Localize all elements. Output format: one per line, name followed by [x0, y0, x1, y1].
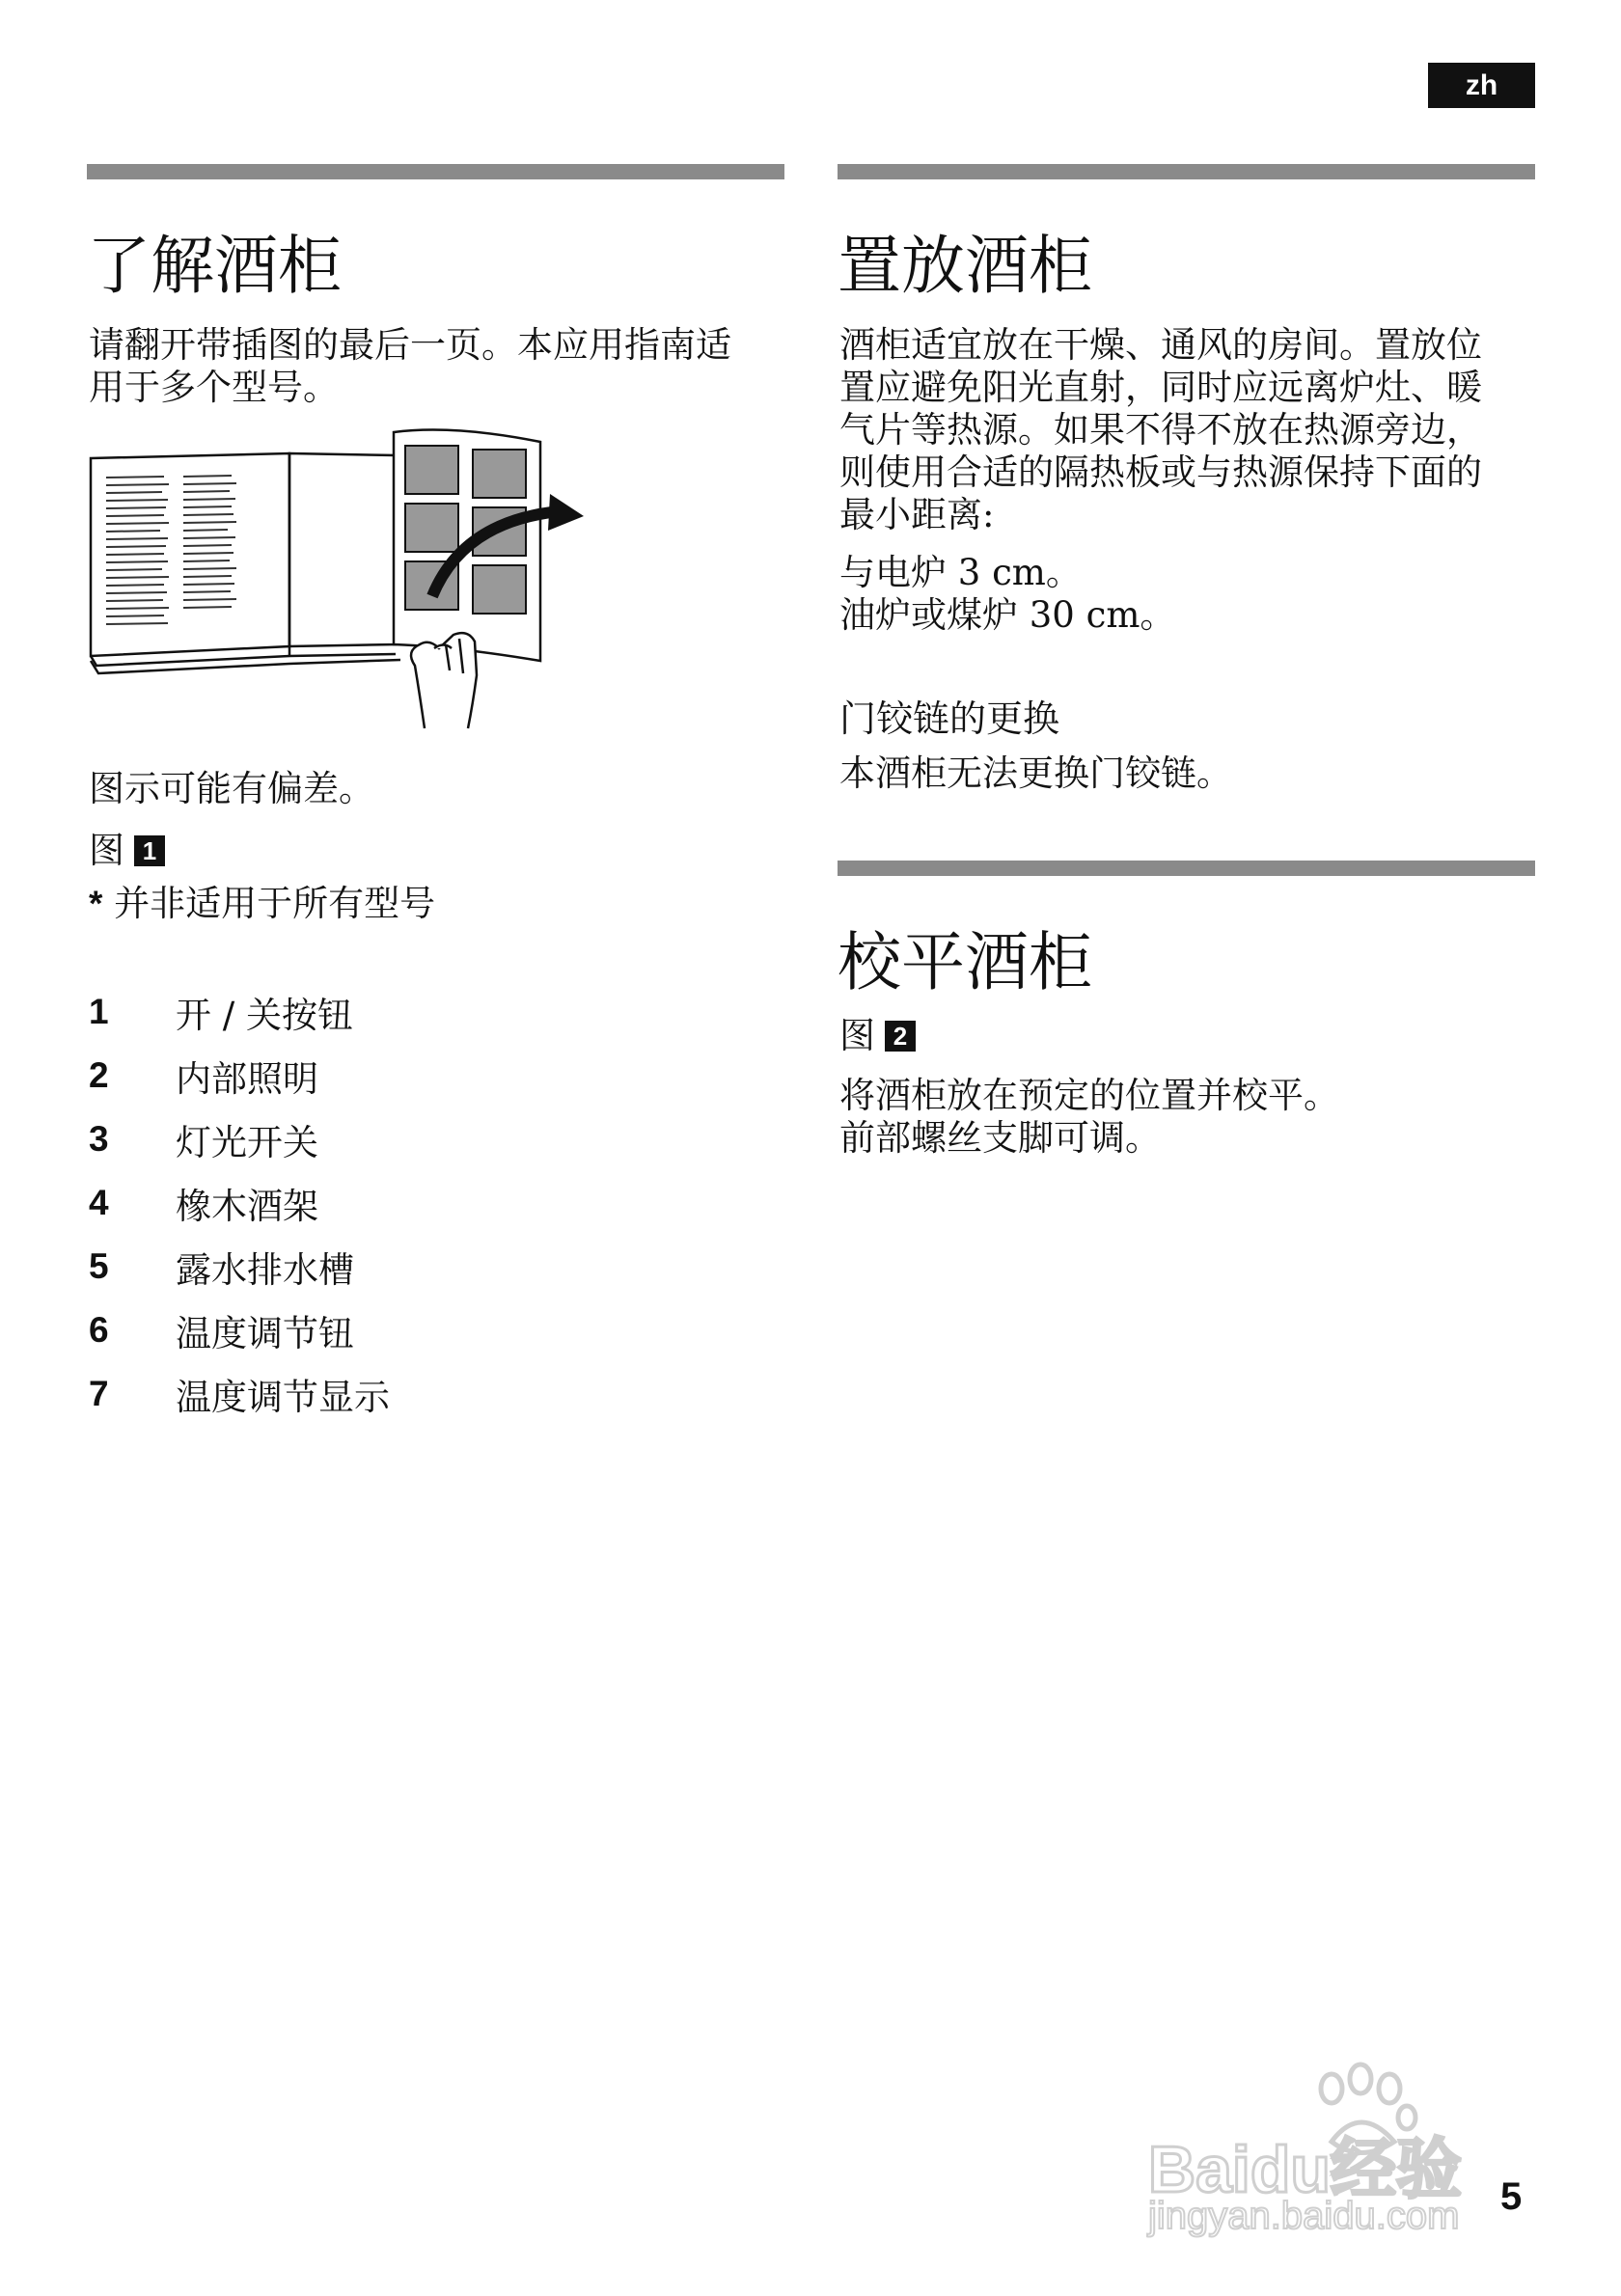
- section-title-about: 了解酒柜: [87, 229, 342, 303]
- model-note: [89, 883, 435, 925]
- hinge-subheading: 门铰链的更换: [839, 697, 1060, 740]
- paragraph-line: 置应避免阳光直射，同时应远离炉灶、暖: [839, 367, 1482, 408]
- figure-number-badge: 2: [885, 1021, 916, 1052]
- figure-reference-2: [839, 1015, 916, 1057]
- intro-paragraph: [89, 324, 731, 409]
- figure-reference-1: [89, 830, 165, 872]
- asterisk-icon: *: [89, 884, 103, 923]
- model-note-text: 并非适用于所有型号: [114, 883, 436, 924]
- paragraph-line: 前部螺丝支脚可调。: [839, 1117, 1161, 1159]
- section-divider-placing: [838, 164, 1535, 179]
- list-item: 4 橡木酒架: [89, 1183, 318, 1227]
- paragraph-line: 气片等热源。如果不得不放在热源旁边，: [839, 409, 1482, 451]
- figure-label: 图: [89, 830, 124, 871]
- list-item: 2 内部照明: [89, 1055, 318, 1100]
- distance-list: [839, 552, 1175, 637]
- open-book-icon: [91, 453, 400, 673]
- figure-label: 图: [839, 1015, 875, 1056]
- hinge-paragraph: 本酒柜无法更换门铰链。: [839, 752, 1232, 794]
- paragraph-line: 最小距离:: [839, 494, 995, 535]
- paragraph-line: 酒柜适宜放在干燥、通风的房间。置放位: [839, 324, 1482, 366]
- section-divider-leveling: [838, 861, 1535, 876]
- intro-line: 请翻开带插图的最后一页。本应用指南适: [89, 324, 731, 366]
- manual-illustration: [87, 424, 589, 733]
- list-item: 1 开 / 关按钮: [89, 992, 353, 1036]
- list-item: 7 温度调节显示: [89, 1374, 390, 1418]
- list-item: 3 灯光开关: [89, 1119, 318, 1163]
- intro-line: 用于多个型号。: [89, 367, 339, 408]
- watermark-brand: Baidu经验: [1148, 2133, 1462, 2206]
- list-item: 6 温度调节钮: [89, 1310, 354, 1354]
- section-title-leveling: 校平酒柜: [838, 925, 1092, 999]
- section-title-placing: 置放酒柜: [838, 229, 1092, 303]
- hand-icon: [411, 633, 477, 728]
- distance-line: 油炉或煤炉 30 cm。: [839, 594, 1176, 636]
- placing-paragraph: [839, 324, 1482, 536]
- component-list: [89, 980, 764, 1426]
- leveling-paragraph: [839, 1075, 1339, 1160]
- page-number: 5: [1500, 2175, 1523, 2218]
- paragraph-line: 则使用合适的隔热板或与热源保持下面的: [839, 451, 1482, 493]
- distance-line: 与电炉 3 cm。: [839, 552, 1082, 593]
- watermark-url: jingyan.baidu.com: [1148, 2195, 1460, 2237]
- paragraph-line: 将酒柜放在预定的位置并校平。: [839, 1075, 1339, 1116]
- illustration-caption: 图示可能有偏差。: [89, 768, 374, 809]
- figure-number-badge: 1: [134, 835, 165, 866]
- list-item: 5 露水排水槽: [89, 1246, 354, 1291]
- section-divider-left: [87, 164, 784, 179]
- language-badge: zh: [1428, 63, 1535, 108]
